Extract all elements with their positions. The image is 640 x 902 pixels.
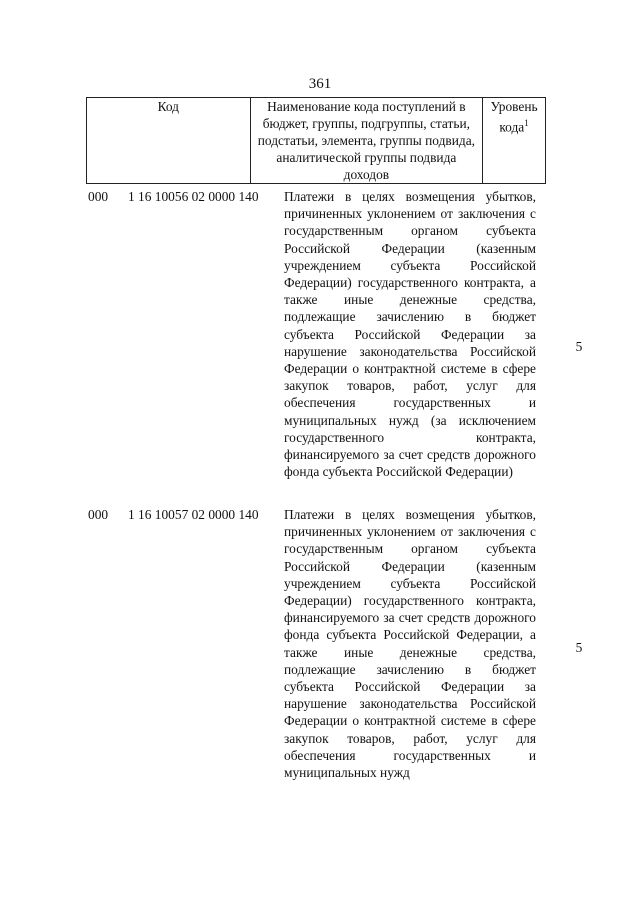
row-code: 1 16 10056 02 0000 140: [128, 189, 259, 204]
header-level-text: Уровень кода: [490, 99, 538, 135]
header-name: Наименование кода поступлений в бюджет, группы, подгруппы, статьи, подстатьи, элемента, группы подвида, аналитической группы подвида доходов: [250, 98, 483, 184]
page-number: 361: [308, 76, 332, 92]
row-prefix: 000: [88, 189, 109, 204]
row-level: 5: [575, 640, 583, 655]
header-level: [483, 98, 546, 184]
row-code: 1 16 10057 02 0000 140: [128, 507, 259, 522]
row-description: Платежи в целях возмещения убытков, причиненных уклонением от заключения с государственным органом субъекта Российской Федерации (казенным учреждением субъекта Российской Федерации) государственного контракта, а также иные денежные средства, подлежащие зачислению в бюджет субъекта Российской Федерации за нарушение законодательства Российской Федерации о контрактной системе в сфере закупок товаров, работ, услуг для обеспечения государственных и муниципальных нужд (за исключением государственного контракта, финансируемого за счет средств дорожного фонда субъекта Российской Федерации): [284, 189, 536, 480]
row-level: 5: [575, 339, 583, 354]
header-code: Код: [87, 98, 251, 184]
row-prefix: 000: [88, 507, 109, 522]
row-description: Платежи в целях возмещения убытков, причиненных уклонением от заключения с государственным органом субъекта Российской Федерации (казенным учреждением субъекта Российской Федерации) государственного контракта, финансируемого за счет средств дорожного фонда субъекта Российской Федерации, а также иные денежные средства, подлежащие зачислению в бюджет субъекта Российской Федерации за нарушение законодательства Российской Федерации о контрактной системе в сфере закупок товаров, работ, услуг для обеспечения государственных и муниципальных нужд: [284, 507, 536, 781]
footnote-marker: 1: [524, 118, 529, 128]
table-header: [86, 97, 546, 184]
header-row: [87, 98, 546, 184]
